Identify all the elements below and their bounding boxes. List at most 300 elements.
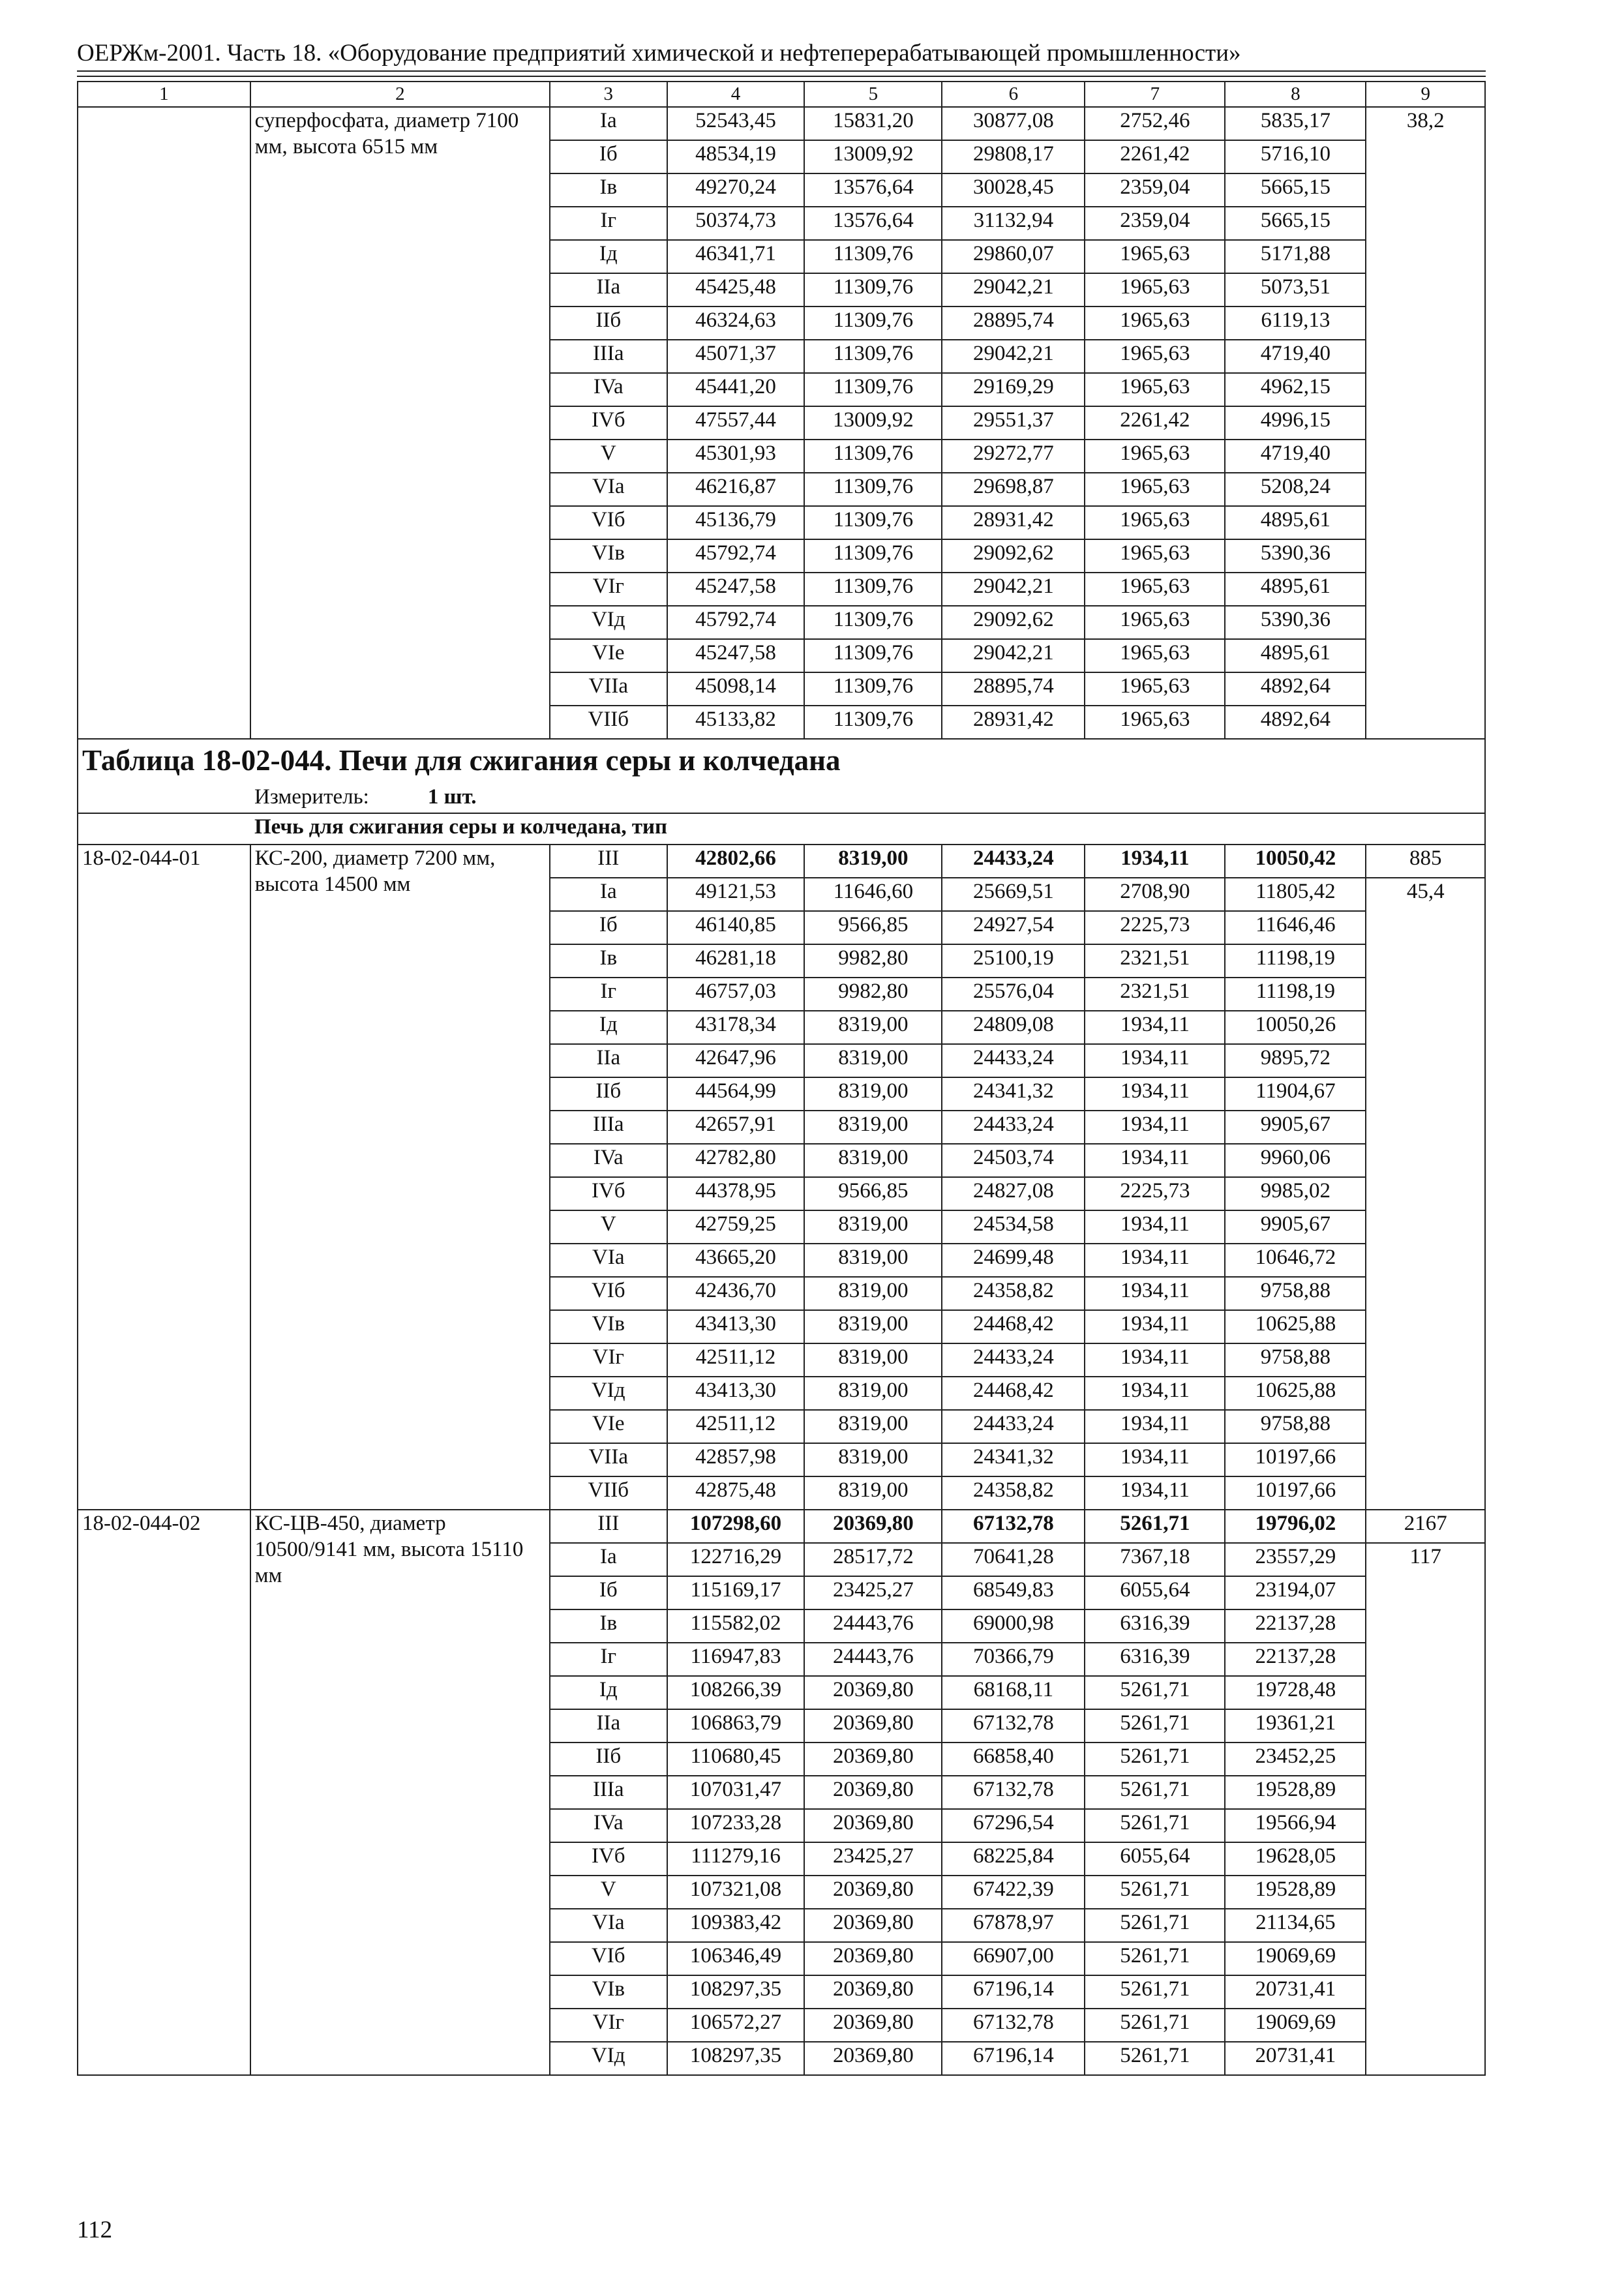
- value-cell: 44564,99: [667, 1077, 805, 1111]
- value-cell: 9758,88: [1225, 1343, 1366, 1377]
- value-cell: 10646,72: [1225, 1244, 1366, 1277]
- value-cell: 2752,46: [1085, 107, 1225, 140]
- zone-cell: IIб: [550, 307, 667, 340]
- value-cell: 67196,14: [942, 1975, 1085, 2009]
- value-cell: 30028,45: [942, 173, 1085, 207]
- zone-cell: VIв: [550, 1310, 667, 1343]
- mass-cell: 45,4: [1366, 878, 1485, 1510]
- value-cell: 1934,11: [1085, 1443, 1225, 1476]
- value-cell: 1965,63: [1085, 606, 1225, 639]
- value-cell: 8319,00: [804, 1410, 942, 1443]
- value-cell: 25669,51: [942, 878, 1085, 911]
- value-cell: 46324,63: [667, 307, 805, 340]
- value-cell: 22137,28: [1225, 1609, 1366, 1643]
- value-cell: 19069,69: [1225, 1942, 1366, 1975]
- value-cell: 45425,48: [667, 273, 805, 307]
- value-cell: 19796,02: [1225, 1510, 1366, 1543]
- zone-cell: Ia: [550, 878, 667, 911]
- value-cell: 31132,94: [942, 207, 1085, 240]
- value-cell: 24468,42: [942, 1310, 1085, 1343]
- value-cell: 107031,47: [667, 1776, 805, 1809]
- value-cell: 42647,96: [667, 1044, 805, 1077]
- zone-cell: VIIa: [550, 1443, 667, 1476]
- value-cell: 52543,45: [667, 107, 805, 140]
- column-number: 8: [1225, 82, 1366, 107]
- value-cell: 28931,42: [942, 706, 1085, 739]
- value-cell: 11309,76: [804, 440, 942, 473]
- value-cell: 4996,15: [1225, 406, 1366, 440]
- value-cell: 1965,63: [1085, 539, 1225, 573]
- column-number: 2: [250, 82, 550, 107]
- value-cell: 4719,40: [1225, 340, 1366, 373]
- value-cell: 5261,71: [1085, 1743, 1225, 1776]
- value-cell: 5390,36: [1225, 606, 1366, 639]
- zone-cell: VIIб: [550, 706, 667, 739]
- value-cell: 45133,82: [667, 706, 805, 739]
- value-cell: 4962,15: [1225, 373, 1366, 406]
- value-cell: 5835,17: [1225, 107, 1366, 140]
- value-cell: 11198,19: [1225, 944, 1366, 978]
- value-cell: 8319,00: [804, 1044, 942, 1077]
- value-cell: 8319,00: [804, 1210, 942, 1244]
- zone-cell: Iв: [550, 1609, 667, 1643]
- value-cell: 1965,63: [1085, 672, 1225, 706]
- value-cell: 43413,30: [667, 1310, 805, 1343]
- value-cell: 67132,78: [942, 2009, 1085, 2042]
- zone-cell: IIб: [550, 1077, 667, 1111]
- zone-cell: VIд: [550, 2042, 667, 2075]
- value-cell: 24433,24: [942, 1111, 1085, 1144]
- table-row: [78, 845, 1485, 878]
- value-cell: 8319,00: [804, 1377, 942, 1410]
- value-cell: 108266,39: [667, 1676, 805, 1709]
- value-cell: 5261,71: [1085, 1776, 1225, 1809]
- value-cell: 1934,11: [1085, 1476, 1225, 1510]
- value-cell: 23425,27: [804, 1842, 942, 1876]
- value-cell: 15831,20: [804, 107, 942, 140]
- value-cell: 67422,39: [942, 1876, 1085, 1909]
- value-cell: 43413,30: [667, 1377, 805, 1410]
- value-cell: 29808,17: [942, 140, 1085, 173]
- value-cell: 2359,04: [1085, 207, 1225, 240]
- value-cell: 107233,28: [667, 1809, 805, 1842]
- zone-cell: VIг: [550, 2009, 667, 2042]
- rate-description: КС-ЦВ-450, диаметр 10500/9141 мм, высота 15110 мм: [250, 1510, 550, 2075]
- value-cell: 22137,28: [1225, 1643, 1366, 1676]
- value-cell: 5261,71: [1085, 1909, 1225, 1942]
- header-rule-2: [77, 76, 1486, 77]
- value-cell: 29042,21: [942, 573, 1085, 606]
- value-cell: 28517,72: [804, 1543, 942, 1576]
- value-cell: 5261,71: [1085, 1709, 1225, 1743]
- value-cell: 5665,15: [1225, 173, 1366, 207]
- value-cell: 46757,03: [667, 978, 805, 1011]
- value-cell: 8319,00: [804, 1310, 942, 1343]
- column-number: 5: [804, 82, 942, 107]
- zone-cell: IIб: [550, 1743, 667, 1776]
- value-cell: 11309,76: [804, 706, 942, 739]
- zone-cell: IIa: [550, 1709, 667, 1743]
- zone-cell: VIд: [550, 606, 667, 639]
- value-cell: 1934,11: [1085, 1144, 1225, 1177]
- value-cell: 66907,00: [942, 1942, 1085, 1975]
- value-cell: 2261,42: [1085, 140, 1225, 173]
- value-cell: 4892,64: [1225, 672, 1366, 706]
- value-cell: 11904,67: [1225, 1077, 1366, 1111]
- value-cell: 46140,85: [667, 911, 805, 944]
- zone-cell: IVa: [550, 1144, 667, 1177]
- mass-cell: 885: [1366, 845, 1485, 878]
- value-cell: 111279,16: [667, 1842, 805, 1876]
- value-cell: 43665,20: [667, 1244, 805, 1277]
- rate-code: [78, 107, 250, 739]
- value-cell: 42511,12: [667, 1410, 805, 1443]
- value-cell: 106572,27: [667, 2009, 805, 2042]
- value-cell: 42782,80: [667, 1144, 805, 1177]
- value-cell: 42436,70: [667, 1277, 805, 1310]
- rates-table: [77, 81, 1486, 2076]
- value-cell: 9566,85: [804, 1177, 942, 1210]
- value-cell: 20369,80: [804, 1510, 942, 1543]
- column-number: 7: [1085, 82, 1225, 107]
- zone-cell: V: [550, 440, 667, 473]
- mass-cell: 2167: [1366, 1510, 1485, 1543]
- value-cell: 2225,73: [1085, 911, 1225, 944]
- value-cell: 8319,00: [804, 1144, 942, 1177]
- value-cell: 19361,21: [1225, 1709, 1366, 1743]
- value-cell: 5261,71: [1085, 1809, 1225, 1842]
- value-cell: 9905,67: [1225, 1210, 1366, 1244]
- value-cell: 8319,00: [804, 1244, 942, 1277]
- value-cell: 20369,80: [804, 1743, 942, 1776]
- zone-cell: Iд: [550, 1011, 667, 1044]
- value-cell: 1934,11: [1085, 1244, 1225, 1277]
- column-numbers-row: [78, 82, 1485, 107]
- value-cell: 24468,42: [942, 1377, 1085, 1410]
- zone-cell: Iг: [550, 978, 667, 1011]
- value-cell: 115169,17: [667, 1576, 805, 1609]
- value-cell: 8319,00: [804, 1111, 942, 1144]
- value-cell: 43178,34: [667, 1011, 805, 1044]
- value-cell: 1934,11: [1085, 1077, 1225, 1111]
- value-cell: 19528,89: [1225, 1876, 1366, 1909]
- value-cell: 10625,88: [1225, 1377, 1366, 1410]
- rate-description: КС-200, диаметр 7200 мм, высота 14500 мм: [250, 845, 550, 1510]
- value-cell: 6055,64: [1085, 1576, 1225, 1609]
- value-cell: 28895,74: [942, 307, 1085, 340]
- zone-cell: VIг: [550, 573, 667, 606]
- value-cell: 1934,11: [1085, 1111, 1225, 1144]
- column-number: 9: [1366, 82, 1485, 107]
- zone-cell: VIe: [550, 1410, 667, 1443]
- value-cell: 4892,64: [1225, 706, 1366, 739]
- value-cell: 11309,76: [804, 672, 942, 706]
- zone-cell: Ia: [550, 107, 667, 140]
- mass-cell: 117: [1366, 1543, 1485, 2075]
- value-cell: 1934,11: [1085, 1011, 1225, 1044]
- value-cell: 9982,80: [804, 944, 942, 978]
- value-cell: 23557,29: [1225, 1543, 1366, 1576]
- value-cell: 1934,11: [1085, 1277, 1225, 1310]
- value-cell: 21134,65: [1225, 1909, 1366, 1942]
- value-cell: 10197,66: [1225, 1476, 1366, 1510]
- zone-cell: Iв: [550, 944, 667, 978]
- value-cell: 30877,08: [942, 107, 1085, 140]
- value-cell: 5261,71: [1085, 1975, 1225, 2009]
- value-cell: 45098,14: [667, 672, 805, 706]
- section-title: Печь для сжигания серы и колчедана, тип: [254, 815, 668, 839]
- value-cell: 1965,63: [1085, 340, 1225, 373]
- value-cell: 10197,66: [1225, 1443, 1366, 1476]
- value-cell: 8319,00: [804, 1476, 942, 1510]
- value-cell: 11309,76: [804, 639, 942, 672]
- value-cell: 44378,95: [667, 1177, 805, 1210]
- value-cell: 5716,10: [1225, 140, 1366, 173]
- value-cell: 1965,63: [1085, 273, 1225, 307]
- value-cell: 20731,41: [1225, 2042, 1366, 2075]
- zone-cell: IVб: [550, 1177, 667, 1210]
- value-cell: 11309,76: [804, 573, 942, 606]
- rate-code: 18-02-044-01: [78, 845, 250, 1510]
- value-cell: 29042,21: [942, 639, 1085, 672]
- value-cell: 8319,00: [804, 1343, 942, 1377]
- column-number: 3: [550, 82, 667, 107]
- value-cell: 45441,20: [667, 373, 805, 406]
- value-cell: 24433,24: [942, 1343, 1085, 1377]
- value-cell: 29092,62: [942, 539, 1085, 573]
- value-cell: 107321,08: [667, 1876, 805, 1909]
- value-cell: 2321,51: [1085, 978, 1225, 1011]
- value-cell: 5261,71: [1085, 1676, 1225, 1709]
- value-cell: 42857,98: [667, 1443, 805, 1476]
- zone-cell: III: [550, 1510, 667, 1543]
- value-cell: 29042,21: [942, 340, 1085, 373]
- value-cell: 42657,91: [667, 1111, 805, 1144]
- value-cell: 20369,80: [804, 1676, 942, 1709]
- value-cell: 6316,39: [1085, 1609, 1225, 1643]
- value-cell: 4895,61: [1225, 506, 1366, 539]
- value-cell: 20369,80: [804, 2009, 942, 2042]
- zone-cell: IVб: [550, 406, 667, 440]
- value-cell: 2708,90: [1085, 878, 1225, 911]
- value-cell: 49121,53: [667, 878, 805, 911]
- value-cell: 5261,71: [1085, 2009, 1225, 2042]
- value-cell: 1965,63: [1085, 706, 1225, 739]
- value-cell: 24358,82: [942, 1277, 1085, 1310]
- value-cell: 19728,48: [1225, 1676, 1366, 1709]
- value-cell: 24443,76: [804, 1643, 942, 1676]
- value-cell: 29860,07: [942, 240, 1085, 273]
- value-cell: 20369,80: [804, 1776, 942, 1809]
- zone-cell: VIв: [550, 539, 667, 573]
- value-cell: 24503,74: [942, 1144, 1085, 1177]
- value-cell: 70366,79: [942, 1643, 1085, 1676]
- value-cell: 67296,54: [942, 1809, 1085, 1842]
- value-cell: 24341,32: [942, 1077, 1085, 1111]
- value-cell: 67132,78: [942, 1510, 1085, 1543]
- value-cell: 10625,88: [1225, 1310, 1366, 1343]
- value-cell: 8319,00: [804, 845, 942, 878]
- value-cell: 46216,87: [667, 473, 805, 506]
- page-header: ОЕРЖм-2001. Часть 18. «Оборудование предприятий химической и нефтеперерабатывающей промышленности»: [77, 40, 1241, 67]
- zone-cell: VIб: [550, 1942, 667, 1975]
- value-cell: 68225,84: [942, 1842, 1085, 1876]
- value-cell: 8319,00: [804, 1277, 942, 1310]
- value-cell: 13009,92: [804, 140, 942, 173]
- value-cell: 45071,37: [667, 340, 805, 373]
- value-cell: 66858,40: [942, 1743, 1085, 1776]
- zone-cell: Ia: [550, 1543, 667, 1576]
- value-cell: 67132,78: [942, 1709, 1085, 1743]
- value-cell: 5261,71: [1085, 2042, 1225, 2075]
- zone-cell: VIг: [550, 1343, 667, 1377]
- value-cell: 115582,02: [667, 1609, 805, 1643]
- mass-cell: 38,2: [1366, 107, 1485, 739]
- value-cell: 24534,58: [942, 1210, 1085, 1244]
- value-cell: 48534,19: [667, 140, 805, 173]
- zone-cell: VIIб: [550, 1476, 667, 1510]
- value-cell: 29092,62: [942, 606, 1085, 639]
- value-cell: 1965,63: [1085, 307, 1225, 340]
- column-number: 1: [78, 82, 250, 107]
- value-cell: 11309,76: [804, 240, 942, 273]
- value-cell: 9905,67: [1225, 1111, 1366, 1144]
- zone-cell: IIIa: [550, 340, 667, 373]
- value-cell: 9758,88: [1225, 1410, 1366, 1443]
- value-cell: 110680,45: [667, 1743, 805, 1776]
- zone-cell: VIд: [550, 1377, 667, 1410]
- value-cell: 9960,06: [1225, 1144, 1366, 1177]
- value-cell: 11646,60: [804, 878, 942, 911]
- zone-cell: IIa: [550, 273, 667, 307]
- value-cell: 11805,42: [1225, 878, 1366, 911]
- value-cell: 68549,83: [942, 1576, 1085, 1609]
- meter-value: 1 шт.: [427, 785, 477, 809]
- header-rule: [77, 70, 1486, 72]
- value-cell: 67196,14: [942, 2042, 1085, 2075]
- value-cell: 5261,71: [1085, 1942, 1225, 1975]
- value-cell: 5390,36: [1225, 539, 1366, 573]
- meter-row: [78, 785, 1485, 813]
- value-cell: 45301,93: [667, 440, 805, 473]
- value-cell: 19528,89: [1225, 1776, 1366, 1809]
- zone-cell: III: [550, 845, 667, 878]
- value-cell: 1934,11: [1085, 1310, 1225, 1343]
- value-cell: 11309,76: [804, 307, 942, 340]
- zone-cell: VIa: [550, 1909, 667, 1942]
- value-cell: 9758,88: [1225, 1277, 1366, 1310]
- value-cell: 6119,13: [1225, 307, 1366, 340]
- zone-cell: IIIa: [550, 1111, 667, 1144]
- zone-cell: Iб: [550, 911, 667, 944]
- value-cell: 45136,79: [667, 506, 805, 539]
- zone-cell: IVa: [550, 1809, 667, 1842]
- value-cell: 11309,76: [804, 273, 942, 307]
- value-cell: 20369,80: [804, 1975, 942, 2009]
- value-cell: 13009,92: [804, 406, 942, 440]
- zone-cell: Iг: [550, 1643, 667, 1676]
- value-cell: 20369,80: [804, 1942, 942, 1975]
- value-cell: 20369,80: [804, 1709, 942, 1743]
- value-cell: 24809,08: [942, 1011, 1085, 1044]
- value-cell: 2359,04: [1085, 173, 1225, 207]
- zone-cell: IVб: [550, 1842, 667, 1876]
- value-cell: 69000,98: [942, 1609, 1085, 1643]
- value-cell: 8319,00: [804, 1443, 942, 1476]
- value-cell: 20369,80: [804, 1809, 942, 1842]
- value-cell: 42875,48: [667, 1476, 805, 1510]
- value-cell: 6055,64: [1085, 1842, 1225, 1876]
- value-cell: 42759,25: [667, 1210, 805, 1244]
- value-cell: 67132,78: [942, 1776, 1085, 1809]
- value-cell: 5261,71: [1085, 1876, 1225, 1909]
- value-cell: 47557,44: [667, 406, 805, 440]
- value-cell: 1965,63: [1085, 440, 1225, 473]
- value-cell: 29042,21: [942, 273, 1085, 307]
- value-cell: 2225,73: [1085, 1177, 1225, 1210]
- value-cell: 1934,11: [1085, 1343, 1225, 1377]
- value-cell: 2261,42: [1085, 406, 1225, 440]
- value-cell: 13576,64: [804, 173, 942, 207]
- value-cell: 9985,02: [1225, 1177, 1366, 1210]
- value-cell: 19069,69: [1225, 2009, 1366, 2042]
- value-cell: 11309,76: [804, 506, 942, 539]
- value-cell: 24433,24: [942, 1410, 1085, 1443]
- value-cell: 9895,72: [1225, 1044, 1366, 1077]
- value-cell: 122716,29: [667, 1543, 805, 1576]
- value-cell: 24433,24: [942, 845, 1085, 878]
- zone-cell: Iб: [550, 1576, 667, 1609]
- zone-cell: VIa: [550, 473, 667, 506]
- zone-cell: VIв: [550, 1975, 667, 2009]
- value-cell: 24927,54: [942, 911, 1085, 944]
- value-cell: 1965,63: [1085, 506, 1225, 539]
- value-cell: 1934,11: [1085, 1377, 1225, 1410]
- zone-cell: Iд: [550, 1676, 667, 1709]
- value-cell: 11646,46: [1225, 911, 1366, 944]
- value-cell: 10050,42: [1225, 845, 1366, 878]
- value-cell: 29169,29: [942, 373, 1085, 406]
- value-cell: 45247,58: [667, 639, 805, 672]
- value-cell: 23425,27: [804, 1576, 942, 1609]
- value-cell: 116947,83: [667, 1643, 805, 1676]
- value-cell: 7367,18: [1085, 1543, 1225, 1576]
- value-cell: 24443,76: [804, 1609, 942, 1643]
- value-cell: 45792,74: [667, 606, 805, 639]
- value-cell: 28895,74: [942, 672, 1085, 706]
- value-cell: 5665,15: [1225, 207, 1366, 240]
- value-cell: 29551,37: [942, 406, 1085, 440]
- value-cell: 2321,51: [1085, 944, 1225, 978]
- value-cell: 19566,94: [1225, 1809, 1366, 1842]
- value-cell: 106863,79: [667, 1709, 805, 1743]
- value-cell: 42511,12: [667, 1343, 805, 1377]
- value-cell: 24358,82: [942, 1476, 1085, 1510]
- value-cell: 5208,24: [1225, 473, 1366, 506]
- page-number: 112: [77, 2217, 113, 2243]
- value-cell: 1965,63: [1085, 473, 1225, 506]
- value-cell: 109383,42: [667, 1909, 805, 1942]
- value-cell: 24433,24: [942, 1044, 1085, 1077]
- value-cell: 49270,24: [667, 173, 805, 207]
- value-cell: 108297,35: [667, 2042, 805, 2075]
- value-cell: 1965,63: [1085, 573, 1225, 606]
- zone-cell: Iв: [550, 173, 667, 207]
- value-cell: 70641,28: [942, 1543, 1085, 1576]
- meter-label: Измеритель:: [254, 785, 369, 809]
- table-title: Таблица 18-02-044. Печи для сжигания серы и колчедана: [82, 744, 841, 777]
- value-cell: 8319,00: [804, 1011, 942, 1044]
